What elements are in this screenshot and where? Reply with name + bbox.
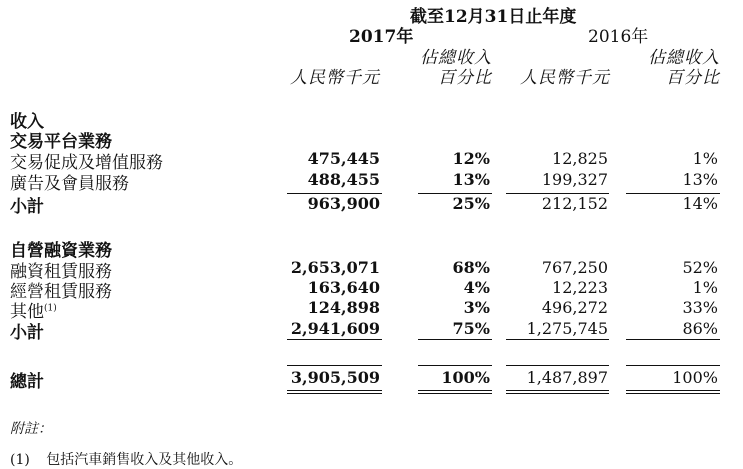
total-pct-2017: 100%	[441, 368, 490, 387]
year-2017-header: 2017年	[349, 27, 414, 47]
notes-title: 附註：	[10, 421, 52, 437]
total-rule-top	[287, 365, 382, 366]
value-2017: 2,653,071	[290, 258, 380, 277]
pct-2017: 4%	[463, 278, 490, 297]
total-2016: 1,487,897	[526, 368, 608, 387]
value-2016: 12,223	[552, 278, 608, 297]
footnote-marker: (1)	[10, 452, 30, 468]
total-double-rule	[418, 390, 492, 391]
subtotal-rule	[418, 339, 492, 340]
value-2016: 199,327	[541, 170, 608, 189]
col-rmb-2017: 人民幣千元	[290, 68, 380, 88]
section-finance-title: 自營融資業務	[10, 241, 112, 261]
total-pct-2016: 100%	[672, 368, 718, 387]
footnote-ref: (1)	[44, 303, 57, 314]
pct-2017: 3%	[463, 298, 490, 317]
subtotal-2017: 2,941,609	[290, 319, 380, 338]
pct-2017: 12%	[452, 149, 490, 168]
value-2017: 488,455	[307, 170, 380, 189]
value-2016: 767,250	[541, 258, 608, 277]
subtotal-pct-2016: 14%	[682, 194, 718, 213]
row-label: 交易促成及增值服務	[10, 153, 163, 173]
section-revenue: 收入	[10, 112, 44, 132]
subtotal-2016: 212,152	[541, 194, 608, 213]
subtotal-pct-2016: 86%	[682, 319, 718, 338]
total-rule-top	[506, 365, 609, 366]
pct-2017: 13%	[452, 170, 490, 189]
col-pct-2017-line2: 百分比	[438, 68, 492, 88]
col-pct-2016-line2: 百分比	[666, 68, 720, 88]
subtotal-label: 小計	[10, 197, 44, 217]
col-pct-2016-line1: 佔總收入	[648, 48, 720, 68]
subtotal-label: 小計	[10, 323, 44, 343]
pct-2016: 1%	[692, 278, 718, 297]
total-double-rule	[418, 393, 492, 394]
value-2017: 475,445	[307, 149, 380, 168]
subtotal-pct-2017: 25%	[452, 194, 490, 213]
row-label: 經營租賃服務	[10, 282, 112, 302]
total-label: 總計	[10, 372, 44, 392]
subtotal-rule	[287, 339, 382, 340]
total-2017: 3,905,509	[290, 368, 380, 387]
subtotal-2016: 1,275,745	[526, 319, 608, 338]
value-2016: 12,825	[552, 149, 608, 168]
total-double-rule	[287, 390, 382, 391]
total-double-rule	[626, 390, 720, 391]
year-2016-header: 2016年	[588, 27, 649, 47]
pct-2016: 33%	[682, 298, 718, 317]
total-double-rule	[506, 390, 609, 391]
subtotal-rule	[626, 339, 720, 340]
pct-2016: 13%	[682, 170, 718, 189]
value-2017: 163,640	[307, 278, 380, 297]
section-platform-title: 交易平台業務	[10, 132, 112, 152]
pct-2016: 52%	[682, 258, 718, 277]
value-2017: 124,898	[307, 298, 380, 317]
pct-2016: 1%	[692, 149, 718, 168]
row-label-text: 其他	[10, 302, 44, 322]
total-double-rule	[506, 393, 609, 394]
row-label: 融資租賃服務	[10, 262, 112, 282]
col-rmb-2016: 人民幣千元	[520, 68, 610, 88]
row-label: 廣告及會員服務	[10, 174, 129, 194]
period-header: 截至12月31日止年度	[410, 7, 577, 27]
total-rule-top	[626, 365, 720, 366]
value-2016: 496,272	[541, 298, 608, 317]
col-pct-2017-line1: 佔總收入	[420, 48, 492, 68]
total-double-rule	[626, 393, 720, 394]
subtotal-rule	[506, 339, 609, 340]
total-rule-top	[418, 365, 492, 366]
footnote-1	[10, 449, 242, 469]
pct-2017: 68%	[452, 258, 490, 277]
footnote-text: 包括汽車銷售收入及其他收入。	[46, 452, 243, 468]
subtotal-pct-2017: 75%	[452, 319, 490, 338]
total-double-rule	[287, 393, 382, 394]
subtotal-2017: 963,900	[307, 194, 380, 213]
